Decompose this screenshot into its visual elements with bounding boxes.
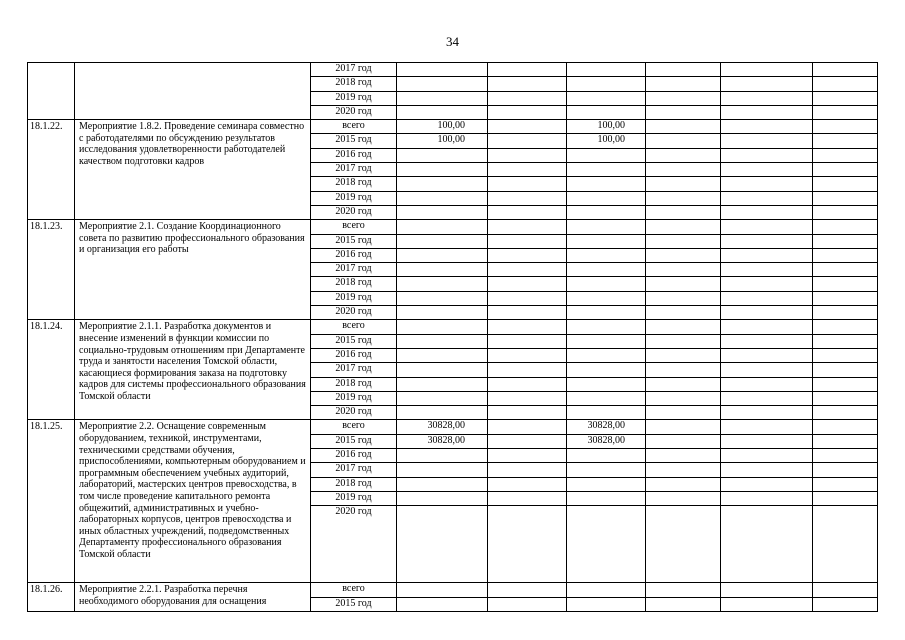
empty-cell xyxy=(646,77,721,91)
year-cell: 2016 год xyxy=(311,449,397,463)
year-cell: 2020 год xyxy=(311,306,397,320)
empty-cell xyxy=(646,291,721,305)
amount-cell: 100,00 xyxy=(567,120,646,134)
year-cell: 2020 год xyxy=(311,406,397,420)
total-cell xyxy=(397,63,488,77)
budget-table xyxy=(27,62,878,612)
empty-cell xyxy=(488,291,567,305)
total-cell xyxy=(397,77,488,91)
empty-cell xyxy=(646,491,721,505)
year-cell: 2019 год xyxy=(311,91,397,105)
table-row xyxy=(28,320,878,334)
empty-cell xyxy=(721,220,813,234)
empty-cell xyxy=(813,120,878,134)
empty-cell xyxy=(488,248,567,262)
empty-cell xyxy=(813,248,878,262)
year-cell: всего xyxy=(311,420,397,434)
year-cell: 2017 год xyxy=(311,63,397,77)
total-cell xyxy=(397,391,488,405)
item-code: 18.1.26. xyxy=(28,583,75,612)
empty-cell xyxy=(646,449,721,463)
empty-cell xyxy=(721,105,813,119)
total-cell: 100,00 xyxy=(397,120,488,134)
amount-cell xyxy=(567,91,646,105)
year-cell: 2018 год xyxy=(311,77,397,91)
amount-cell xyxy=(567,205,646,219)
empty-cell xyxy=(488,463,567,477)
empty-cell xyxy=(721,91,813,105)
item-description: Мероприятие 1.8.2. Проведение семинара совместно с работодателями по обсуждению результатов исследования удовлетворенности работодателей качеством подготовки кадров xyxy=(75,120,311,220)
empty-cell xyxy=(488,334,567,348)
empty-cell xyxy=(721,291,813,305)
empty-cell xyxy=(813,449,878,463)
year-cell: 2018 год xyxy=(311,177,397,191)
item-code: 18.1.25. xyxy=(28,420,75,583)
amount-cell xyxy=(567,320,646,334)
empty-cell xyxy=(646,434,721,448)
empty-cell xyxy=(721,306,813,320)
empty-cell xyxy=(646,420,721,434)
total-cell xyxy=(397,597,488,611)
amount-cell xyxy=(567,377,646,391)
amount-cell xyxy=(567,148,646,162)
year-cell: 2016 год xyxy=(311,148,397,162)
total-cell xyxy=(397,177,488,191)
empty-cell xyxy=(813,220,878,234)
total-cell: 30828,00 xyxy=(397,420,488,434)
empty-cell xyxy=(646,597,721,611)
total-cell xyxy=(397,363,488,377)
total-cell xyxy=(397,91,488,105)
table-row xyxy=(28,120,878,134)
empty-cell xyxy=(721,148,813,162)
empty-cell xyxy=(721,363,813,377)
empty-cell xyxy=(813,377,878,391)
empty-cell xyxy=(721,120,813,134)
empty-cell xyxy=(721,234,813,248)
empty-cell xyxy=(813,391,878,405)
amount-cell: 30828,00 xyxy=(567,420,646,434)
amount-cell xyxy=(567,506,646,583)
empty-cell xyxy=(488,363,567,377)
table-row xyxy=(28,63,878,77)
empty-cell xyxy=(721,320,813,334)
total-cell xyxy=(397,506,488,583)
empty-cell xyxy=(646,477,721,491)
total-cell xyxy=(397,320,488,334)
empty-cell xyxy=(813,77,878,91)
amount-cell xyxy=(567,248,646,262)
total-cell xyxy=(397,463,488,477)
empty-cell xyxy=(488,163,567,177)
year-cell: всего xyxy=(311,583,397,597)
total-cell xyxy=(397,583,488,597)
empty-cell xyxy=(488,491,567,505)
amount-cell xyxy=(567,63,646,77)
empty-cell xyxy=(646,406,721,420)
year-cell: всего xyxy=(311,220,397,234)
empty-cell xyxy=(488,449,567,463)
item-code xyxy=(28,63,75,120)
total-cell xyxy=(397,348,488,362)
total-cell xyxy=(397,191,488,205)
empty-cell xyxy=(813,420,878,434)
empty-cell xyxy=(813,91,878,105)
total-cell xyxy=(397,491,488,505)
empty-cell xyxy=(488,420,567,434)
empty-cell xyxy=(488,306,567,320)
empty-cell xyxy=(721,191,813,205)
empty-cell xyxy=(813,363,878,377)
empty-cell xyxy=(646,220,721,234)
year-cell: 2015 год xyxy=(311,234,397,248)
empty-cell xyxy=(813,477,878,491)
year-cell: 2020 год xyxy=(311,105,397,119)
empty-cell xyxy=(813,491,878,505)
amount-cell xyxy=(567,334,646,348)
year-cell: всего xyxy=(311,120,397,134)
empty-cell xyxy=(488,277,567,291)
empty-cell xyxy=(721,463,813,477)
year-cell: 2020 год xyxy=(311,506,397,583)
item-description: Мероприятие 2.2. Оснащение современным оборудованием, техникой, инструментами, техническими средствами обучения, приспособлениями, компьютерным оборудованием и программным обеспечением учебных аудиторий, лабораторий, мастерских центров превосходства, в том числе проведение капитального ремонта общежитий, административных и учебно-лабораторных корпусов, центров превосходства и иных областных учреждений, подведомственных Департаменту профессионального образования Томской области xyxy=(75,420,311,583)
empty-cell xyxy=(813,583,878,597)
empty-cell xyxy=(646,334,721,348)
empty-cell xyxy=(721,77,813,91)
empty-cell xyxy=(721,248,813,262)
empty-cell xyxy=(721,177,813,191)
empty-cell xyxy=(813,406,878,420)
total-cell xyxy=(397,277,488,291)
empty-cell xyxy=(646,234,721,248)
year-cell: 2016 год xyxy=(311,348,397,362)
empty-cell xyxy=(813,506,878,583)
empty-cell xyxy=(646,63,721,77)
empty-cell xyxy=(488,506,567,583)
empty-cell xyxy=(813,334,878,348)
item-code: 18.1.24. xyxy=(28,320,75,420)
empty-cell xyxy=(813,134,878,148)
empty-cell xyxy=(646,583,721,597)
amount-cell xyxy=(567,177,646,191)
amount-cell xyxy=(567,220,646,234)
amount-cell xyxy=(567,391,646,405)
amount-cell xyxy=(567,291,646,305)
year-cell: 2015 год xyxy=(311,134,397,148)
empty-cell xyxy=(813,177,878,191)
empty-cell xyxy=(488,205,567,219)
item-description: Мероприятие 2.1. Создание Координационного совета по развитию профессионального образования и организация его работы xyxy=(75,220,311,320)
empty-cell xyxy=(721,434,813,448)
empty-cell xyxy=(813,306,878,320)
empty-cell xyxy=(488,105,567,119)
empty-cell xyxy=(646,277,721,291)
empty-cell xyxy=(646,191,721,205)
amount-cell xyxy=(567,277,646,291)
year-cell: 2017 год xyxy=(311,163,397,177)
total-cell xyxy=(397,291,488,305)
empty-cell xyxy=(721,134,813,148)
year-cell: 2019 год xyxy=(311,491,397,505)
empty-cell xyxy=(721,63,813,77)
empty-cell xyxy=(488,597,567,611)
empty-cell xyxy=(813,105,878,119)
amount-cell xyxy=(567,234,646,248)
empty-cell xyxy=(646,320,721,334)
amount-cell xyxy=(567,191,646,205)
year-cell: 2018 год xyxy=(311,477,397,491)
year-cell: 2017 год xyxy=(311,263,397,277)
empty-cell xyxy=(813,320,878,334)
empty-cell xyxy=(813,348,878,362)
year-cell: 2015 год xyxy=(311,334,397,348)
total-cell xyxy=(397,477,488,491)
year-cell: 2019 год xyxy=(311,391,397,405)
total-cell xyxy=(397,248,488,262)
total-cell xyxy=(397,105,488,119)
empty-cell xyxy=(646,248,721,262)
empty-cell xyxy=(721,391,813,405)
empty-cell xyxy=(488,234,567,248)
empty-cell xyxy=(721,477,813,491)
year-cell: 2020 год xyxy=(311,205,397,219)
amount-cell xyxy=(567,348,646,362)
year-cell: 2016 год xyxy=(311,248,397,262)
empty-cell xyxy=(813,263,878,277)
item-description xyxy=(75,63,311,120)
empty-cell xyxy=(813,597,878,611)
amount-cell: 30828,00 xyxy=(567,434,646,448)
year-cell: 2017 год xyxy=(311,463,397,477)
empty-cell xyxy=(813,63,878,77)
empty-cell xyxy=(488,148,567,162)
empty-cell xyxy=(721,406,813,420)
empty-cell xyxy=(721,205,813,219)
amount-cell xyxy=(567,491,646,505)
empty-cell xyxy=(488,391,567,405)
total-cell: 100,00 xyxy=(397,134,488,148)
total-cell xyxy=(397,220,488,234)
year-cell: всего xyxy=(311,320,397,334)
total-cell xyxy=(397,406,488,420)
empty-cell xyxy=(646,306,721,320)
amount-cell xyxy=(567,163,646,177)
empty-cell xyxy=(646,105,721,119)
empty-cell xyxy=(488,434,567,448)
empty-cell xyxy=(721,263,813,277)
empty-cell xyxy=(721,491,813,505)
empty-cell xyxy=(646,120,721,134)
empty-cell xyxy=(488,63,567,77)
amount-cell xyxy=(567,449,646,463)
empty-cell xyxy=(488,377,567,391)
empty-cell xyxy=(813,205,878,219)
amount-cell xyxy=(567,597,646,611)
empty-cell xyxy=(721,597,813,611)
empty-cell xyxy=(721,449,813,463)
empty-cell xyxy=(488,191,567,205)
total-cell: 30828,00 xyxy=(397,434,488,448)
empty-cell xyxy=(488,220,567,234)
empty-cell xyxy=(488,263,567,277)
year-cell: 2015 год xyxy=(311,597,397,611)
table-row xyxy=(28,583,878,597)
empty-cell xyxy=(488,406,567,420)
empty-cell xyxy=(646,391,721,405)
empty-cell xyxy=(813,291,878,305)
year-cell: 2018 год xyxy=(311,277,397,291)
item-description: Мероприятие 2.1.1. Разработка документов и внесение изменений в функции комиссии по социально-трудовым отношениям при Департаменте труда и занятости населения Томской области, касающиеся формирования заказа на подготовку кадров для системы профессионального образования Томской области xyxy=(75,320,311,420)
empty-cell xyxy=(646,377,721,391)
empty-cell xyxy=(488,77,567,91)
empty-cell xyxy=(488,477,567,491)
empty-cell xyxy=(646,463,721,477)
year-cell: 2019 год xyxy=(311,291,397,305)
amount-cell xyxy=(567,463,646,477)
amount-cell: 100,00 xyxy=(567,134,646,148)
empty-cell xyxy=(488,320,567,334)
page-number: 34 xyxy=(446,34,459,49)
empty-cell xyxy=(488,348,567,362)
table-row xyxy=(28,420,878,434)
amount-cell xyxy=(567,105,646,119)
empty-cell xyxy=(646,363,721,377)
amount-cell xyxy=(567,363,646,377)
amount-cell xyxy=(567,477,646,491)
empty-cell xyxy=(646,91,721,105)
total-cell xyxy=(397,334,488,348)
empty-cell xyxy=(488,120,567,134)
empty-cell xyxy=(721,348,813,362)
empty-cell xyxy=(646,134,721,148)
empty-cell xyxy=(813,463,878,477)
item-description: Мероприятие 2.2.1. Разработка перечня необходимого оборудования для оснащения xyxy=(75,583,311,612)
empty-cell xyxy=(721,334,813,348)
item-code: 18.1.23. xyxy=(28,220,75,320)
empty-cell xyxy=(721,583,813,597)
year-cell: 2018 год xyxy=(311,377,397,391)
year-cell: 2019 год xyxy=(311,191,397,205)
total-cell xyxy=(397,234,488,248)
amount-cell xyxy=(567,406,646,420)
item-code: 18.1.22. xyxy=(28,120,75,220)
empty-cell xyxy=(646,177,721,191)
empty-cell xyxy=(646,163,721,177)
empty-cell xyxy=(721,506,813,583)
empty-cell xyxy=(813,234,878,248)
total-cell xyxy=(397,205,488,219)
empty-cell xyxy=(488,134,567,148)
total-cell xyxy=(397,163,488,177)
empty-cell xyxy=(646,348,721,362)
empty-cell xyxy=(488,583,567,597)
total-cell xyxy=(397,377,488,391)
amount-cell xyxy=(567,306,646,320)
amount-cell xyxy=(567,263,646,277)
empty-cell xyxy=(813,163,878,177)
empty-cell xyxy=(813,148,878,162)
total-cell xyxy=(397,449,488,463)
empty-cell xyxy=(488,91,567,105)
empty-cell xyxy=(721,420,813,434)
empty-cell xyxy=(488,177,567,191)
empty-cell xyxy=(721,377,813,391)
table-row xyxy=(28,220,878,234)
empty-cell xyxy=(721,163,813,177)
amount-cell xyxy=(567,77,646,91)
total-cell xyxy=(397,148,488,162)
empty-cell xyxy=(813,191,878,205)
year-cell: 2017 год xyxy=(311,363,397,377)
total-cell xyxy=(397,306,488,320)
year-cell: 2015 год xyxy=(311,434,397,448)
empty-cell xyxy=(646,205,721,219)
amount-cell xyxy=(567,583,646,597)
empty-cell xyxy=(813,434,878,448)
empty-cell xyxy=(813,277,878,291)
empty-cell xyxy=(646,148,721,162)
total-cell xyxy=(397,263,488,277)
empty-cell xyxy=(646,506,721,583)
empty-cell xyxy=(646,263,721,277)
empty-cell xyxy=(721,277,813,291)
